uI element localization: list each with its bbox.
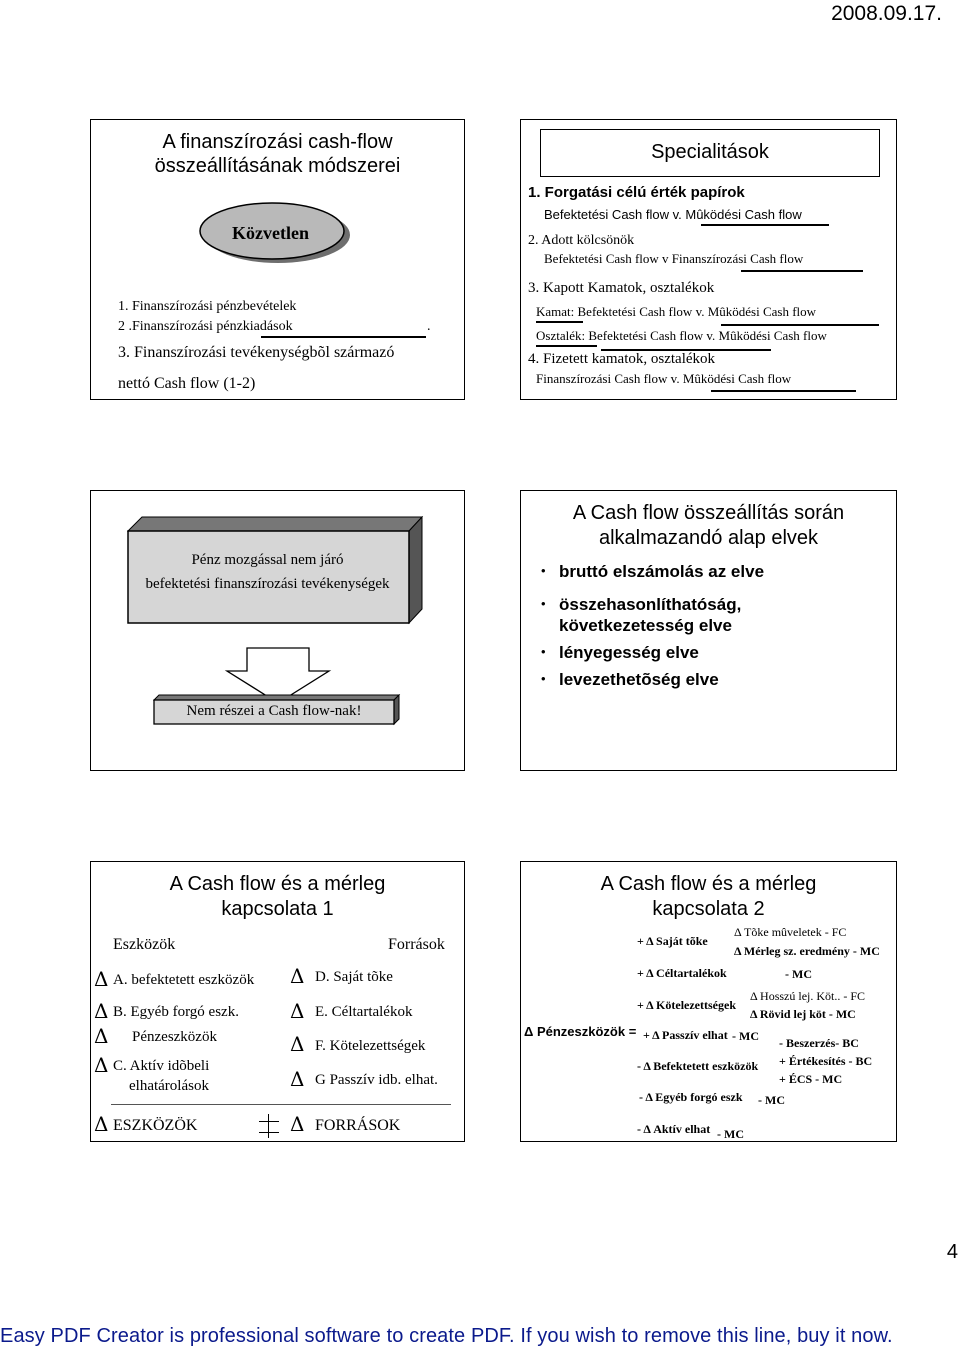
delta-symbol: Δ <box>290 964 305 988</box>
pdf-creator-banner[interactable]: Easy PDF Creator is professional software to create PDF. If you wish to remove this line, buy it now. <box>0 1325 893 1347</box>
t1: Δ Tõke mûveletek - FC <box>734 925 847 939</box>
right-item-g: G Passzív idb. elhat. <box>315 1072 438 1088</box>
t16: - Δ Egyéb forgó eszk <box>639 1090 743 1104</box>
slide-title-line1: A finanszírozási cash-flow <box>162 131 393 153</box>
line-9: Finanszírozási Cash flow v. Mûködési Cash flow <box>536 371 792 386</box>
slide-title-line2: kapcsolata 1 <box>221 898 334 920</box>
slide-title-line2: alkalmazandó alap elvek <box>598 527 819 549</box>
delta-symbol: Δ <box>94 1112 109 1136</box>
item-2-dot: . <box>427 319 431 334</box>
bottom-box-label: Nem részei a Cash flow-nak! <box>186 703 362 719</box>
delta-symbol: Δ <box>290 999 305 1023</box>
line-6-underline <box>536 321 583 323</box>
right-item-d: D. Saját tõke <box>315 969 393 985</box>
item-1: 1. Finanszírozási pénzbevételek <box>118 299 297 314</box>
slide-title-line2: kapcsolata 2 <box>652 898 765 920</box>
bullet-4: levezethetõség elve <box>559 670 719 689</box>
page-number: 4 <box>946 1241 958 1263</box>
delta-symbol: Δ <box>94 967 109 991</box>
line-8: 4. Fizetett kamatok, osztalékok <box>528 351 716 367</box>
line-6: Kamat: Befektetési Cash flow v. Mûködési Cash flow <box>536 304 817 319</box>
total-right: FORRÁSOK <box>315 1117 401 1134</box>
slide-title-line2: összeállításának módszerei <box>154 155 401 177</box>
delta-symbol: Δ <box>290 1032 305 1056</box>
slide-title-line1: A Cash flow és a mérleg <box>600 873 817 895</box>
bullet-dot: • <box>541 644 546 659</box>
col-right-header: Források <box>388 936 445 953</box>
t17: - MC <box>758 1093 785 1107</box>
left-item-cash: Pénzeszközök <box>132 1029 217 1045</box>
t2: + Δ Saját tõke <box>637 934 708 948</box>
slide-title-line1: A Cash flow összeállítás során <box>572 502 845 524</box>
t9: Δ Pénzeszközök = <box>524 1024 637 1039</box>
equals-bottom <box>259 1132 279 1133</box>
line-7-underline <box>536 345 597 347</box>
t11: - MC <box>732 1029 759 1043</box>
col-left-header: Eszközök <box>113 936 176 953</box>
t19: - MC <box>717 1127 744 1141</box>
left-item-b: B. Egyéb forgó eszk. <box>113 1004 239 1020</box>
header-date: 2008.09.17. <box>831 2 942 25</box>
line-7: Osztalék: Befektetési Cash flow v. Mûködési Cash flow <box>536 328 827 343</box>
box-line-2: befektetési finanszírozási tevékenységek <box>145 576 390 592</box>
top-box-shape <box>127 516 427 626</box>
delta-symbol: Δ <box>94 999 109 1023</box>
slide-2 <box>520 119 897 400</box>
slide-title: Specialitások <box>651 141 769 163</box>
t6: Δ Hosszú lej. Köt.. - FC <box>750 989 866 1003</box>
item-4: nettó Cash flow (1-2) <box>118 375 256 392</box>
total-left: ESZKÖZÖK <box>113 1117 198 1134</box>
equals-stem <box>268 1114 269 1138</box>
t8: Δ Rövid lej köt - MC <box>750 1007 856 1021</box>
line-8-overline <box>601 349 771 351</box>
bullet-dot: • <box>541 671 546 686</box>
t4: + Δ Céltartalékok <box>637 966 727 980</box>
t14: + Értékesítés - BC <box>779 1054 873 1068</box>
ellipse-label: Közvetlen <box>232 223 309 243</box>
delta-symbol: Δ <box>94 1024 109 1048</box>
box-line-1: Pénz mozgással nem járó <box>191 552 344 568</box>
separator-line <box>111 1104 451 1105</box>
t15: + ÉCS - MC <box>779 1072 843 1086</box>
slide-3 <box>90 490 465 771</box>
t18: - Δ Aktív elhat <box>637 1122 711 1136</box>
slide-5 <box>90 861 465 1142</box>
line-6-overline <box>721 324 879 326</box>
bullet-dot: • <box>541 596 546 611</box>
slide-6 <box>520 861 897 1142</box>
t12: - Beszerzés- BC <box>779 1036 859 1050</box>
left-item-a: A. befektetett eszközök <box>113 972 255 988</box>
t7: + Δ Kötelezettségek <box>637 998 736 1012</box>
equals-top <box>259 1121 279 1122</box>
right-item-f: F. Kötelezettségek <box>315 1038 426 1054</box>
bullet-2-cont: következetesség elve <box>559 616 732 635</box>
t5: - MC <box>785 967 812 981</box>
line-3: 2. Adott kölcsönök <box>528 233 635 248</box>
delta-symbol: Δ <box>290 1112 305 1136</box>
delta-symbol: Δ <box>94 1053 109 1077</box>
line-4: Befektetési Cash flow v Finanszírozási Cash flow <box>544 251 804 266</box>
slide-4 <box>520 490 897 771</box>
left-item-c: C. Aktív idõbeli <box>113 1058 210 1074</box>
slide-1 <box>90 119 465 400</box>
bullet-3: lényegesség elve <box>559 643 699 662</box>
line-9-underline <box>711 390 856 392</box>
item-2: 2 .Finanszírozási pénzkiadások <box>118 319 293 334</box>
right-item-e: E. Céltartalékok <box>315 1004 413 1020</box>
line-2-underline <box>701 224 829 226</box>
line-1: 1. Forgatási célú érték papírok <box>528 184 745 201</box>
t10: + Δ Passzív elhat <box>643 1028 728 1042</box>
bullet-1: bruttó elszámolás az elve <box>559 562 765 581</box>
left-item-c-cont: elhatárolások <box>129 1078 209 1094</box>
line-2: Befektetési Cash flow v. Mûködési Cash flow <box>544 207 802 222</box>
bullet-dot: • <box>541 563 546 578</box>
t3: Δ Mérleg sz. eredmény - MC <box>734 944 880 958</box>
delta-symbol: Δ <box>290 1067 305 1091</box>
slide-title-line1: A Cash flow és a mérleg <box>169 873 386 895</box>
item-3: 3. Finanszírozási tevékenységbõl származó <box>118 344 395 361</box>
line-4-underline <box>741 270 863 272</box>
item-2-underline <box>261 336 426 338</box>
line-5: 3. Kapott Kamatok, osztalékok <box>528 280 715 296</box>
t13: - Δ Befektetett eszközök <box>637 1059 759 1073</box>
bullet-2: összehasonlíthatóság, <box>559 595 742 614</box>
